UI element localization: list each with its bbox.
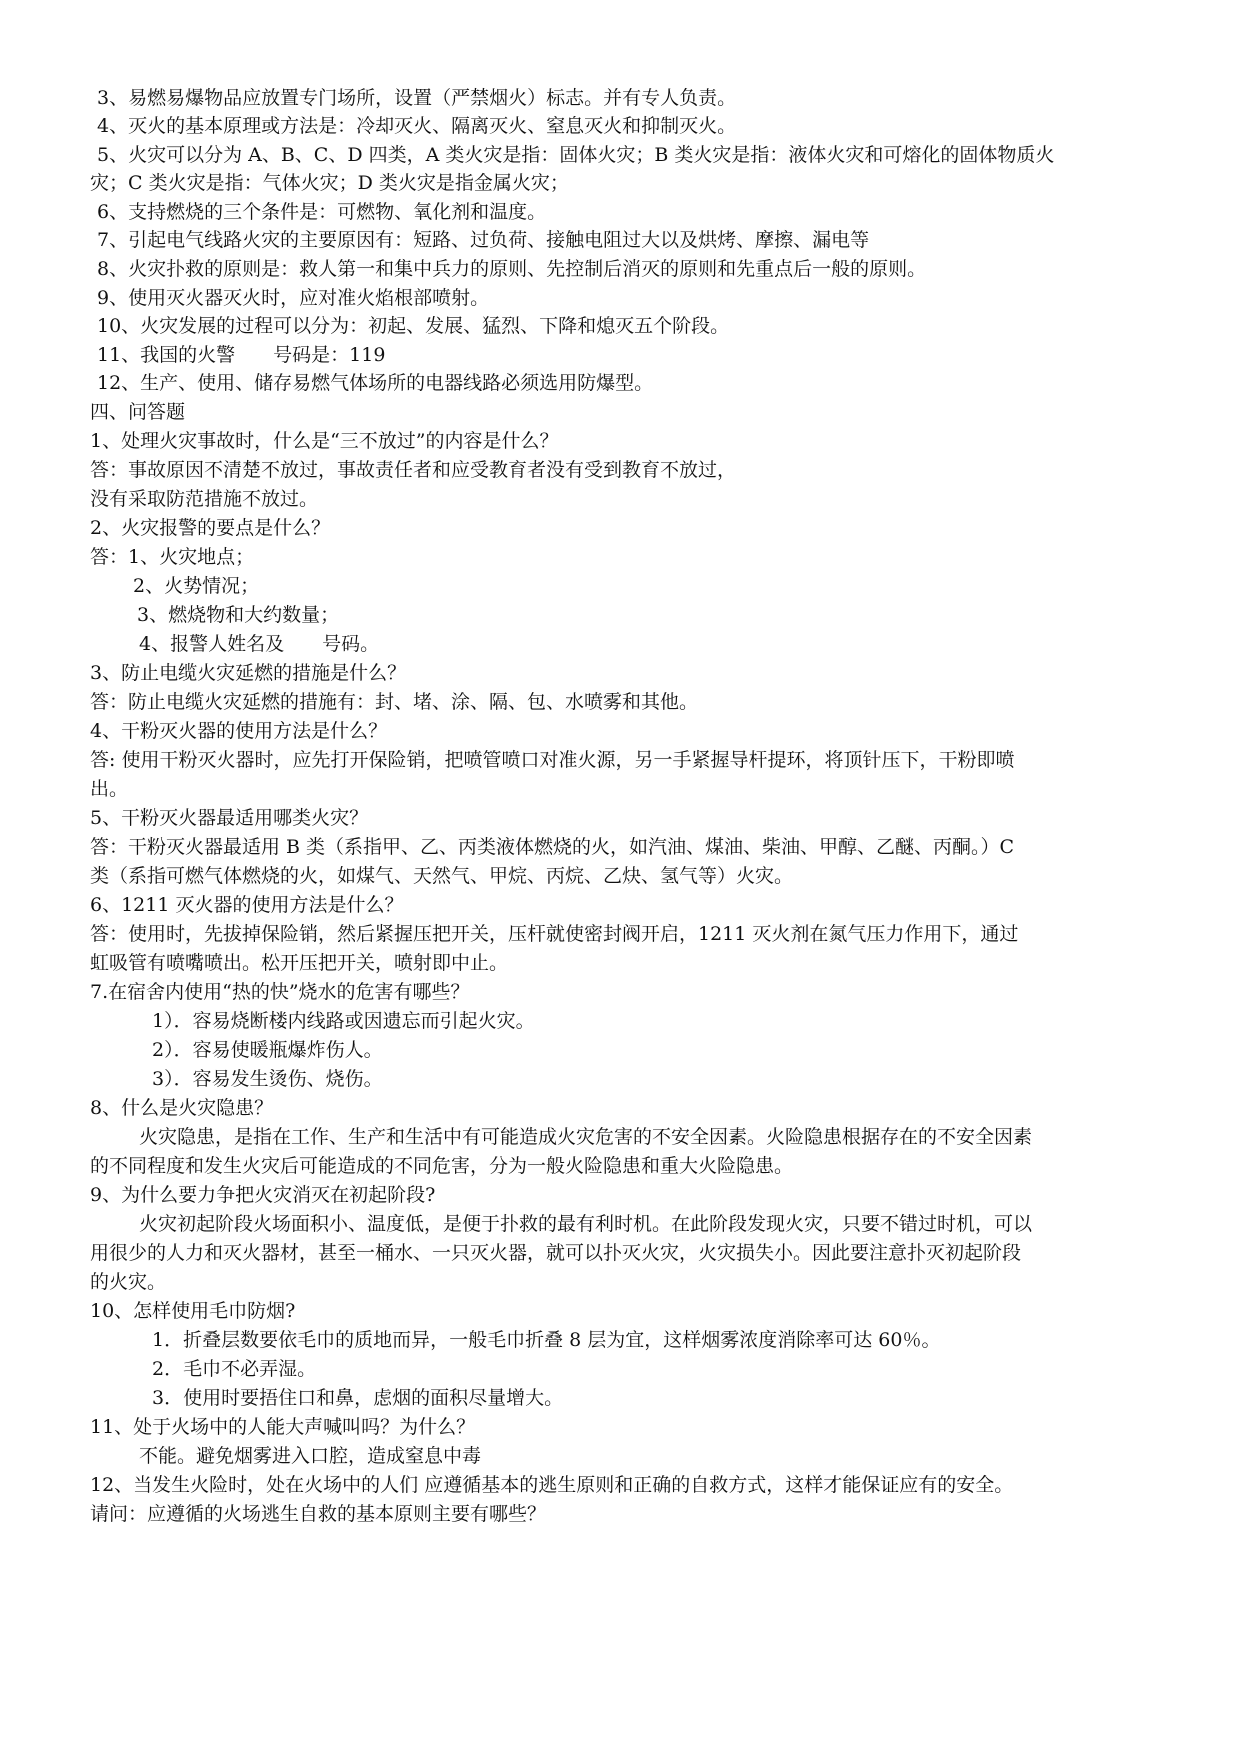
answer-item: 1）．容易烧断楼内线路或因遗忘而引起火灾。 xyxy=(152,1010,535,1032)
answer: 的不同程度和发生火灾后可能造成的不同危害，分为一般火险隐患和重大火险隐患。 xyxy=(90,1155,794,1177)
question: 9、为什么要力争把火灾消灭在初起阶段? xyxy=(90,1184,436,1206)
question: 3、防止电缆火灾延燃的措施是什么？ xyxy=(90,662,407,684)
answer: 不能。避免烟雾进入口腔，造成窒息中毒 xyxy=(139,1445,482,1467)
question: 请问：应遵循的火场逃生自救的基本原则主要有哪些？ xyxy=(90,1503,547,1525)
answer: 答：1、火灾地点； xyxy=(90,546,255,568)
section-heading: 四、问答题 xyxy=(90,401,186,423)
text-line: 12、生产、使用、储存易燃气体场所的电器线路必须选用防爆型。 xyxy=(97,372,654,394)
answer-item: 4、报警人姓名及 号码。 xyxy=(139,633,380,655)
text-line: 灾；C 类火灾是指：气体火灾；D 类火灾是指金属火灾； xyxy=(90,172,569,194)
answer: 答：事故原因不清楚不放过，事故责任者和应受教育者没有受到教育不放过， xyxy=(90,459,737,481)
question: 10、怎样使用毛巾防烟? xyxy=(90,1300,296,1322)
question: 7.在宿舍内使用“热的快”烧水的危害有哪些？ xyxy=(90,981,470,1003)
answer: 的火灾。 xyxy=(90,1271,167,1293)
question: 1、处理火灾事故时，什么是“三不放过”的内容是什么？ xyxy=(90,430,559,452)
answer: 答：使用时，先拔掉保险销，然后紧握压把开关，压杆就使密封阀开启，1211 灭火剂在氮气压力作用下，通过 xyxy=(90,923,1019,945)
question: 5、干粉灭火器最适用哪类火灾？ xyxy=(90,807,369,829)
answer: 火灾隐患，是指在工作、生产和生活中有可能造成火灾危害的不安全因素。火险隐患根据存在的不安全因素 xyxy=(139,1126,1033,1148)
question: 2、火灾报警的要点是什么？ xyxy=(90,517,331,539)
question: 11、处于火场中的人能大声喊叫吗？为什么？ xyxy=(90,1416,476,1438)
answer-item: 3、燃烧物和大约数量； xyxy=(137,604,340,626)
text-line: 6、支持燃烧的三个条件是：可燃物、氧化剂和温度。 xyxy=(97,201,547,223)
answer-item: 2．毛巾不必弄湿。 xyxy=(152,1358,317,1380)
answer-item: 1．折叠层数要依毛巾的质地而异，一般毛巾折叠 8 层为宜，这样烟雾浓度消除率可达 60％。 xyxy=(152,1329,941,1351)
text-line: 9、使用灭火器灭火时，应对准火焰根部喷射。 xyxy=(97,287,490,309)
answer: 答：干粉灭火器最适用 B 类（系指甲、乙、丙类液体燃烧的火，如汽油、煤油、柴油、甲醇、乙醚、丙酮。）C xyxy=(90,836,1015,858)
answer: 用很少的人力和灭火器材，甚至一桶水、一只灭火器，就可以扑灭火灾，火灾损失小。因此要注意扑灭初起阶段 xyxy=(90,1242,1022,1264)
question: 4、干粉灭火器的使用方法是什么？ xyxy=(90,720,388,742)
answer: 虹吸管有喷嘴喷出。松开压把开关，喷射即中止。 xyxy=(90,952,509,974)
answer: 火灾初起阶段火场面积小、温度低，是便于扑救的最有利时机。在此阶段发现火灾，只要不错过时机，可以 xyxy=(139,1213,1033,1235)
question: 12、当发生火险时，处在火场中的人们 应遵循基本的逃生原则和正确的自救方式，这样才能保证应有的安全。 xyxy=(90,1474,1014,1496)
answer: 类（系指可燃气体燃烧的火，如煤气、天然气、甲烷、丙烷、乙炔、氢气等）火灾。 xyxy=(90,865,794,887)
text-line: 7、引起电气线路火灾的主要原因有：短路、过负荷、接触电阻过大以及烘烤、摩擦、漏电等 xyxy=(97,229,870,251)
text-line: 3、易燃易爆物品应放置专门场所，设置（严禁烟火）标志。并有专人负责。 xyxy=(97,87,737,109)
question: 6、1211 灭火器的使用方法是什么？ xyxy=(90,894,404,916)
answer: 答: 使用干粉灭火器时，应先打开保险销，把喷管喷口对准火源，另一手紧握导杆提环，将顶针压下，干粉即喷 xyxy=(90,749,1015,771)
text-line: 5、火灾可以分为 A、B、C、D 四类，A 类火灾是指：固体火灾；B 类火灾是指：液体火灾和可熔化的固体物质火 xyxy=(97,144,1055,166)
text-line: 8、火灾扑救的原则是：救人第一和集中兵力的原则、先控制后消灭的原则和先重点后一般的原则。 xyxy=(97,258,927,280)
text-line: 11、我国的火警 号码是：119 xyxy=(97,344,386,366)
answer: 没有采取防范措施不放过。 xyxy=(90,488,319,510)
answer-item: 2、火势情况； xyxy=(133,575,260,597)
answer-item: 3．使用时要捂住口和鼻，虑烟的面积尽量增大。 xyxy=(152,1387,564,1409)
answer-item: 3）．容易发生烫伤、烧伤。 xyxy=(152,1068,383,1090)
answer: 答：防止电缆火灾延燃的措施有：封、堵、涂、隔、包、水喷雾和其他。 xyxy=(90,691,699,713)
answer-item: 2）．容易使暖瓶爆炸伤人。 xyxy=(152,1039,383,1061)
answer: 出。 xyxy=(90,778,129,800)
question: 8、什么是火灾隐患？ xyxy=(90,1097,274,1119)
text-line: 10、火灾发展的过程可以分为：初起、发展、猛烈、下降和熄灭五个阶段。 xyxy=(97,315,730,337)
text-line: 4、灭火的基本原理或方法是：冷却灭火、隔离灭火、窒息灭火和抑制灭火。 xyxy=(97,115,737,137)
